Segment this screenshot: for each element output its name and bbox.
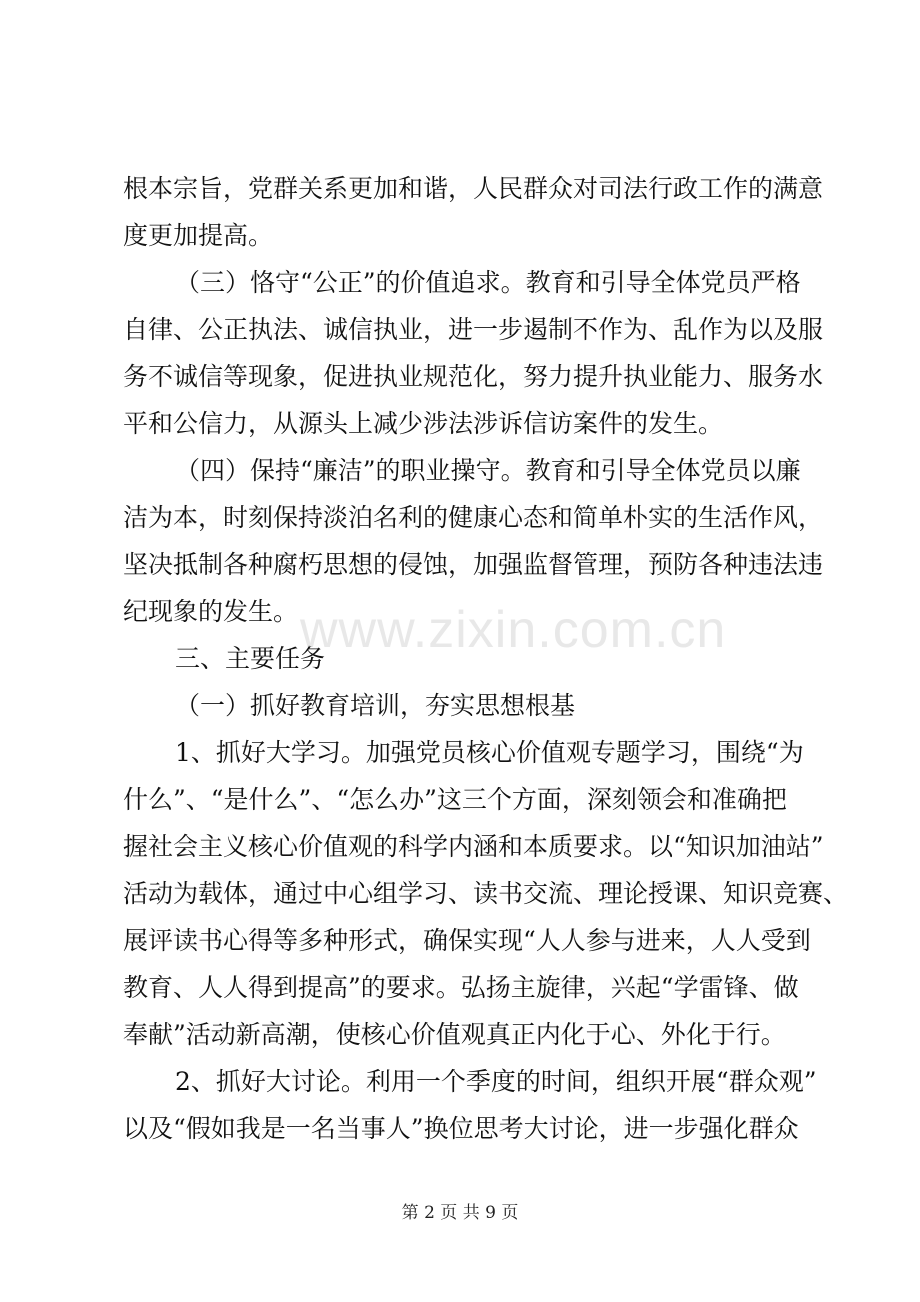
text-line: 洁为本，时刻保持淡泊名利的健康心态和简单朴实的生活作风， [123,503,824,532]
watermark: www.zixin.com.cn [300,601,727,659]
page-number-footer: 第 2 页 共 9 页 [401,1203,519,1223]
subsection-heading: （一）抓好教育培训，夯实思想根基 [175,691,576,720]
text-line: 什么”、“是什么”、“怎么办”这三个方面，深刻领会和准确把 [123,785,787,814]
text-line: 自律、公正执法、诚信执业，进一步遏制不作为、乱作为以及服 [123,315,824,344]
text-line: 展评读书心得等多种形式，确保实现“人人参与进来，人人受到 [123,926,811,955]
text-line: 务不诚信等现象，促进执业规范化，努力提升执业能力、服务水 [123,362,824,391]
section-heading: 三、主要任务 [175,644,326,673]
text-line: 根本宗旨，党群关系更加和谐，人民群众对司法行政工作的满意 [123,174,824,203]
text-line: （三）恪守“公正”的价值追求。教育和引导全体党员严格 [175,268,801,297]
text-line: 握社会主义核心价值观的科学内涵和本质要求。以“知识加油站” [123,832,824,861]
text-line: （四）保持“廉洁”的职业操守。教育和引导全体党员以廉 [175,456,801,485]
text-line: 平和公信力，从源头上减少涉法涉诉信访案件的发生。 [123,409,724,438]
text-line: 纪现象的发生。 [123,597,299,626]
text-line: 度更加提高。 [123,221,274,250]
text-line: 以及“假如我是一名当事人”换位思考大讨论，进一步强化群众 [123,1114,799,1143]
text-line: 1、抓好大学习。加强党员核心价值观专题学习，围绕“为 [175,738,804,767]
text-line: 活动为载体，通过中心组学习、读书交流、理论授课、知识竞赛、 [123,879,849,908]
text-line: 坚决抵制各种腐朽思想的侵蚀，加强监督管理，预防各种违法违 [123,550,824,579]
text-line: 2、抓好大讨论。利用一个季度的时间，组织开展“群众观” [175,1067,817,1096]
text-line: 奉献”活动新高潮，使核心价值观真正内化于心、外化于行。 [123,1020,786,1049]
text-line: 教育、人人得到提高”的要求。弘扬主旋律，兴起“学雷锋、做 [123,973,799,1002]
